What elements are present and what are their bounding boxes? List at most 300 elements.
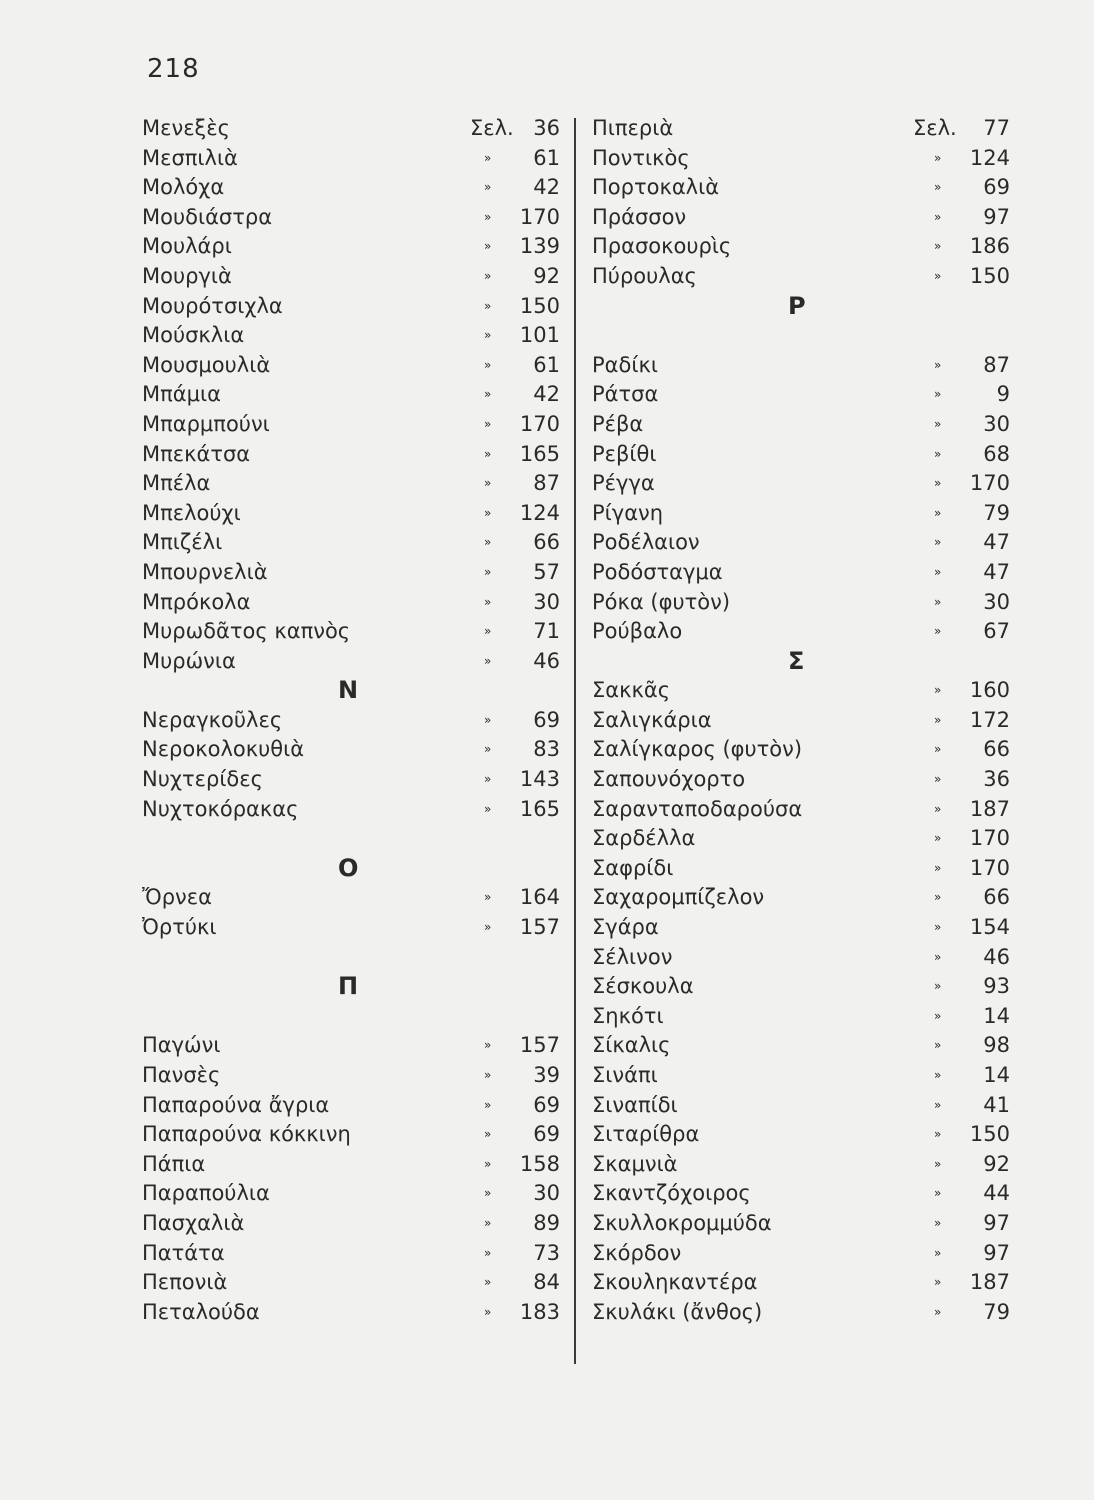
index-entry xyxy=(592,1239,1012,1269)
entry-name: Ρέγγα xyxy=(592,471,655,496)
index-entry xyxy=(592,1150,1012,1180)
entry-name: Ὄρνεα xyxy=(142,885,212,910)
ditto-mark: » xyxy=(934,180,942,195)
index-entry xyxy=(592,173,1012,203)
page-ref: 92 xyxy=(983,1151,1010,1176)
ditto-mark: » xyxy=(934,594,942,609)
index-entry xyxy=(142,1179,562,1209)
entry-name: Πάπια xyxy=(142,1151,206,1176)
index-entry xyxy=(142,499,562,529)
index-entry xyxy=(592,203,1012,233)
index-entry xyxy=(592,1031,1012,1061)
ditto-mark: » xyxy=(484,594,492,609)
entry-name: Νεροκολοκυθιὰ xyxy=(142,737,305,762)
index-entry xyxy=(592,114,1012,144)
entry-name: Μπέλα xyxy=(142,471,211,496)
index-entry xyxy=(142,410,562,440)
entry-name: Μπελούχι xyxy=(142,500,241,525)
ditto-mark: » xyxy=(934,1038,942,1053)
entry-name: Πρασοκουρὶς xyxy=(592,234,732,259)
entry-name: Σκαμνιὰ xyxy=(592,1151,678,1176)
page-ref: 87 xyxy=(533,471,560,496)
index-entry xyxy=(142,262,562,292)
index-entry xyxy=(592,943,1012,973)
page-ref: 170 xyxy=(969,826,1010,851)
entry-name: Πορτοκαλιὰ xyxy=(592,175,720,200)
ditto-mark: » xyxy=(934,1068,942,1082)
ditto-mark: » xyxy=(934,920,942,935)
spacer xyxy=(142,824,562,854)
entry-name: Πασχαλιὰ xyxy=(142,1210,245,1235)
section-letter-heading xyxy=(592,292,1012,322)
page-ref: 41 xyxy=(983,1092,1010,1117)
page-ref: 97 xyxy=(983,1240,1010,1265)
page-ref: 30 xyxy=(533,589,560,614)
index-entry xyxy=(592,1179,1012,1209)
index-entry xyxy=(142,469,562,499)
page-ref: 69 xyxy=(533,1092,560,1117)
index-entry xyxy=(592,144,1012,174)
page-ref: 160 xyxy=(969,678,1010,703)
ditto-mark: » xyxy=(484,416,492,431)
index-entry xyxy=(592,1120,1012,1150)
entry-name: Σέσκουλα xyxy=(592,974,694,999)
entry-name: Σηκότι xyxy=(592,1003,664,1028)
index-entry xyxy=(142,735,562,765)
page-abbrev: Σελ. xyxy=(470,116,514,140)
entry-name: Σιναπίδι xyxy=(592,1092,678,1117)
ditto-mark: » xyxy=(484,180,492,195)
spacer xyxy=(592,321,1012,351)
ditto-mark: » xyxy=(484,1215,492,1230)
entry-name: Σκουληκαντέρα xyxy=(592,1270,758,1295)
page-ref: 157 xyxy=(519,915,560,940)
page-ref: 57 xyxy=(533,559,560,584)
page-ref: 46 xyxy=(983,944,1010,969)
entry-name: Μπιζέλι xyxy=(142,530,223,555)
page-ref: 46 xyxy=(533,648,560,673)
page-ref: 97 xyxy=(983,204,1010,229)
ditto-mark: » xyxy=(934,535,942,550)
index-entry xyxy=(142,232,562,262)
entry-name: Πεπονιὰ xyxy=(142,1270,228,1295)
index-entry xyxy=(142,617,562,647)
ditto-mark: » xyxy=(484,150,492,165)
entry-name: Ρίγανη xyxy=(592,500,664,525)
ditto-mark: » xyxy=(484,920,492,935)
page-ref: 68 xyxy=(983,441,1010,466)
index-entry xyxy=(592,588,1012,618)
entry-name: Μενεξὲς xyxy=(142,116,230,140)
index-entry xyxy=(592,410,1012,440)
page-ref: 39 xyxy=(533,1063,560,1087)
index-entry xyxy=(142,1298,562,1328)
index-entry xyxy=(592,1268,1012,1298)
ditto-mark: » xyxy=(934,890,942,905)
page-ref: 101 xyxy=(519,323,560,348)
page-ref: 164 xyxy=(519,885,560,910)
ditto-mark: » xyxy=(484,772,492,787)
ditto-mark: » xyxy=(484,801,492,816)
index-entry xyxy=(142,1031,562,1061)
ditto-mark: » xyxy=(484,1304,492,1319)
ditto-mark: » xyxy=(484,624,492,639)
ditto-mark: » xyxy=(484,535,492,550)
entry-name: Μουργιὰ xyxy=(142,263,232,288)
page-ref: 170 xyxy=(519,204,560,229)
page-ref: 61 xyxy=(533,145,560,170)
entry-name: Ρέβα xyxy=(592,411,644,436)
index-entry xyxy=(142,1209,562,1239)
page-number: 218 xyxy=(147,54,200,84)
page-ref: 165 xyxy=(519,796,560,821)
index-entry xyxy=(142,351,562,381)
page-ref: 71 xyxy=(533,619,560,644)
entry-name: Ρούβαλο xyxy=(592,619,683,644)
ditto-mark: » xyxy=(484,239,492,254)
page-ref: 66 xyxy=(533,530,560,555)
page-ref: 92 xyxy=(533,263,560,288)
index-entry xyxy=(592,380,1012,410)
ditto-mark: » xyxy=(934,1008,942,1023)
entry-name: Ρόκα (φυτὸν) xyxy=(592,589,731,614)
ditto-mark: » xyxy=(484,742,492,757)
entry-name: Παγώνι xyxy=(142,1033,221,1058)
ditto-mark: » xyxy=(484,1156,492,1171)
page-ref: 79 xyxy=(983,500,1010,525)
entry-name: Νυχτοκόρακας xyxy=(142,796,299,821)
entry-name: Σκόρδον xyxy=(592,1240,682,1265)
index-column-right xyxy=(592,114,1012,1327)
entry-name: Μουδιάστρα xyxy=(142,204,273,229)
ditto-mark: » xyxy=(484,1068,492,1082)
index-entry xyxy=(142,765,562,795)
entry-name: Ποντικὸς xyxy=(592,145,690,170)
ditto-mark: » xyxy=(934,209,942,224)
index-entry xyxy=(142,292,562,322)
index-entry xyxy=(142,321,562,351)
ditto-mark: » xyxy=(934,624,942,639)
index-entry xyxy=(142,173,562,203)
ditto-mark: » xyxy=(484,357,492,372)
entry-name: Μυρώνια xyxy=(142,648,236,673)
entry-name: Νεραγκοῦλες xyxy=(142,707,283,732)
ditto-mark: » xyxy=(934,860,942,875)
page-ref: 98 xyxy=(983,1033,1010,1058)
entry-name: Σαρανταποδαρούσα xyxy=(592,796,803,821)
entry-name: Πιπεριὰ xyxy=(592,116,674,140)
entry-name: Μουρότσιχλα xyxy=(142,293,283,318)
ditto-mark: » xyxy=(934,505,942,520)
ditto-mark: » xyxy=(934,831,942,846)
entry-name: Ραδίκι xyxy=(592,352,658,377)
index-entry xyxy=(592,1298,1012,1328)
entry-name: Μπαρμπούνι xyxy=(142,411,270,436)
page-ref: 47 xyxy=(983,530,1010,555)
page-ref: 79 xyxy=(983,1299,1010,1324)
entry-name: Παραπούλια xyxy=(142,1181,270,1206)
page-ref: 172 xyxy=(969,707,1010,732)
index-entry xyxy=(142,706,562,736)
page-ref: 69 xyxy=(533,1122,560,1147)
page-ref: 183 xyxy=(519,1299,560,1324)
entry-name: Πατάτα xyxy=(142,1240,225,1265)
entry-name: Σινάπι xyxy=(592,1063,658,1087)
entry-name: Σιταρίθρα xyxy=(592,1122,700,1147)
ditto-mark: » xyxy=(484,1275,492,1290)
index-entry xyxy=(142,1120,562,1150)
ditto-mark: » xyxy=(934,801,942,816)
ditto-mark: » xyxy=(934,1097,942,1112)
page-ref: 97 xyxy=(983,1210,1010,1235)
page-ref: 150 xyxy=(519,293,560,318)
ditto-mark: » xyxy=(484,209,492,224)
page-ref: 36 xyxy=(533,116,560,140)
page-ref: 47 xyxy=(983,559,1010,584)
page-ref: 44 xyxy=(983,1181,1010,1206)
entry-name: Παπαρούνα ἄγρια xyxy=(142,1092,330,1117)
page-ref: 150 xyxy=(969,1122,1010,1147)
page-ref: 187 xyxy=(969,796,1010,821)
index-entry xyxy=(142,380,562,410)
ditto-mark: » xyxy=(484,890,492,905)
entry-name: Ροδόσταγμα xyxy=(592,559,723,584)
index-entry xyxy=(592,617,1012,647)
entry-name: Μπουρνελιὰ xyxy=(142,559,268,584)
page-ref: 83 xyxy=(533,737,560,762)
index-entry xyxy=(142,588,562,618)
page-ref: 14 xyxy=(983,1003,1010,1028)
index-entry xyxy=(592,1209,1012,1239)
page-ref: 77 xyxy=(983,116,1010,140)
ditto-mark: » xyxy=(934,1245,942,1260)
page-ref: 67 xyxy=(983,619,1010,644)
entry-name: Σαλιγκάρια xyxy=(592,707,712,732)
entry-name: Μολόχα xyxy=(142,175,225,200)
entry-name: Σαφρίδι xyxy=(592,855,674,880)
entry-name: Μούσκλια xyxy=(142,323,245,348)
ditto-mark: » xyxy=(934,742,942,757)
index-entry xyxy=(592,1002,1012,1032)
section-letter: Σ xyxy=(788,646,805,675)
page-ref: 165 xyxy=(519,441,560,466)
page-ref: 42 xyxy=(533,382,560,407)
ditto-mark: » xyxy=(934,564,942,579)
index-entry xyxy=(592,1061,1012,1091)
page-ref: 93 xyxy=(983,974,1010,999)
page-ref: 36 xyxy=(983,767,1010,792)
page-ref: 124 xyxy=(969,145,1010,170)
entry-name: Ράτσα xyxy=(592,382,659,407)
ditto-mark: » xyxy=(484,328,492,343)
page-ref: 9 xyxy=(996,382,1010,407)
ditto-mark: » xyxy=(484,387,492,402)
index-entry xyxy=(592,528,1012,558)
index-entry xyxy=(592,469,1012,499)
index-entry xyxy=(142,440,562,470)
section-letter: Ο xyxy=(338,853,359,882)
index-entry xyxy=(592,824,1012,854)
ditto-mark: » xyxy=(934,1156,942,1171)
section-letter-heading xyxy=(592,647,1012,677)
index-entry xyxy=(592,883,1012,913)
ditto-mark: » xyxy=(934,387,942,402)
section-letter-heading xyxy=(142,854,562,884)
ditto-mark: » xyxy=(934,712,942,727)
index-entry xyxy=(142,913,562,943)
index-entry xyxy=(142,1061,562,1091)
index-entry xyxy=(592,676,1012,706)
ditto-mark: » xyxy=(934,476,942,491)
ditto-mark: » xyxy=(934,772,942,787)
entry-name: Μπεκάτσα xyxy=(142,441,251,466)
index-entry xyxy=(592,854,1012,884)
page-ref: 30 xyxy=(983,411,1010,436)
ditto-mark: » xyxy=(484,1186,492,1201)
entry-name: Σακκᾶς xyxy=(592,678,671,703)
index-entry xyxy=(592,913,1012,943)
index-entry xyxy=(592,972,1012,1002)
entry-name: Πεταλούδα xyxy=(142,1299,260,1324)
index-entry xyxy=(142,528,562,558)
section-letter-heading xyxy=(142,676,562,706)
page-ref: 66 xyxy=(983,885,1010,910)
ditto-mark: » xyxy=(484,1127,492,1142)
ditto-mark: » xyxy=(484,268,492,283)
index-column-left xyxy=(142,114,562,1327)
entry-name: Σέλινον xyxy=(592,944,673,969)
section-letter: Π xyxy=(338,972,359,1001)
ditto-mark: » xyxy=(484,653,492,668)
index-entry xyxy=(142,883,562,913)
page-ref: 187 xyxy=(969,1270,1010,1295)
entry-name: Σίκαλις xyxy=(592,1033,671,1058)
index-entry xyxy=(592,440,1012,470)
ditto-mark: » xyxy=(484,1097,492,1112)
index-entry xyxy=(142,1239,562,1269)
page-ref: 84 xyxy=(533,1270,560,1295)
ditto-mark: » xyxy=(484,1245,492,1260)
entry-name: Σκαντζόχοιρος xyxy=(592,1181,751,1206)
index-entry xyxy=(592,232,1012,262)
column-divider xyxy=(574,118,576,1364)
ditto-mark: » xyxy=(934,1275,942,1290)
ditto-mark: » xyxy=(484,564,492,579)
index-entry xyxy=(592,262,1012,292)
index-entry xyxy=(142,1150,562,1180)
page-ref: 66 xyxy=(983,737,1010,762)
page-abbrev: Σελ. xyxy=(913,116,957,140)
ditto-mark: » xyxy=(934,683,942,698)
ditto-mark: » xyxy=(934,357,942,372)
page-ref: 69 xyxy=(983,175,1010,200)
page-ref: 186 xyxy=(969,234,1010,259)
ditto-mark: » xyxy=(934,268,942,283)
index-entry xyxy=(592,1091,1012,1121)
ditto-mark: » xyxy=(934,1127,942,1142)
entry-name: Πανσὲς xyxy=(142,1063,221,1087)
spacer xyxy=(142,943,562,973)
index-entry xyxy=(592,795,1012,825)
page-ref: 158 xyxy=(519,1151,560,1176)
index-entry xyxy=(592,735,1012,765)
index-entry xyxy=(142,1091,562,1121)
section-letter: Ν xyxy=(338,676,359,705)
entry-name: Μουσμουλιὰ xyxy=(142,352,271,377)
ditto-mark: » xyxy=(934,150,942,165)
page-ref: 124 xyxy=(519,500,560,525)
entry-name: Σκυλάκι (ἄνθος) xyxy=(592,1299,763,1324)
ditto-mark: » xyxy=(934,1186,942,1201)
entry-name: Ὀρτύκι xyxy=(142,915,217,940)
index-entry xyxy=(142,558,562,588)
ditto-mark: » xyxy=(934,239,942,254)
page-ref: 61 xyxy=(533,352,560,377)
index-entry xyxy=(592,765,1012,795)
index-entry xyxy=(142,203,562,233)
page-ref: 170 xyxy=(969,471,1010,496)
page-ref: 89 xyxy=(533,1210,560,1235)
ditto-mark: » xyxy=(484,712,492,727)
ditto-mark: » xyxy=(934,1215,942,1230)
index-entry xyxy=(142,114,562,144)
ditto-mark: » xyxy=(934,1304,942,1319)
index-entry xyxy=(592,558,1012,588)
index-entry xyxy=(592,351,1012,381)
ditto-mark: » xyxy=(484,446,492,461)
page-ref: 14 xyxy=(983,1063,1010,1087)
entry-name: Πράσσον xyxy=(592,204,687,229)
entry-name: Σγάρα xyxy=(592,915,659,940)
entry-name: Μπάμια xyxy=(142,382,221,407)
page-ref: 170 xyxy=(519,411,560,436)
index-entry xyxy=(142,1268,562,1298)
page-ref: 69 xyxy=(533,707,560,732)
entry-name: Ροδέλαιον xyxy=(592,530,700,555)
page-ref: 87 xyxy=(983,352,1010,377)
ditto-mark: » xyxy=(934,416,942,431)
entry-name: Σαπουνόχορτο xyxy=(592,767,746,792)
page-ref: 139 xyxy=(519,234,560,259)
section-letter: Ρ xyxy=(788,291,806,320)
page-ref: 157 xyxy=(519,1033,560,1058)
ditto-mark: » xyxy=(934,446,942,461)
spacer xyxy=(142,1002,562,1032)
ditto-mark: » xyxy=(484,1038,492,1053)
entry-name: Σαρδέλλα xyxy=(592,826,696,851)
index-entry xyxy=(592,499,1012,529)
index-entry xyxy=(142,144,562,174)
entry-name: Ρεβίθι xyxy=(592,441,657,466)
entry-name: Νυχτερίδες xyxy=(142,767,263,792)
ditto-mark: » xyxy=(484,298,492,313)
page-ref: 154 xyxy=(969,915,1010,940)
page-ref: 73 xyxy=(533,1240,560,1265)
ditto-mark: » xyxy=(484,505,492,520)
index-entry xyxy=(142,795,562,825)
page-ref: 42 xyxy=(533,175,560,200)
entry-name: Πύρουλας xyxy=(592,263,697,288)
page-ref: 30 xyxy=(533,1181,560,1206)
entry-name: Σαχαρομπίζελον xyxy=(592,885,765,910)
entry-name: Μεσπιλιὰ xyxy=(142,145,238,170)
entry-name: Μυρωδᾶτος καπνὸς xyxy=(142,619,351,644)
ditto-mark: » xyxy=(934,979,942,994)
ditto-mark: » xyxy=(484,476,492,491)
entry-name: Παπαρούνα κόκκινη xyxy=(142,1122,351,1147)
page-ref: 150 xyxy=(969,263,1010,288)
entry-name: Μπρόκολα xyxy=(142,589,251,614)
